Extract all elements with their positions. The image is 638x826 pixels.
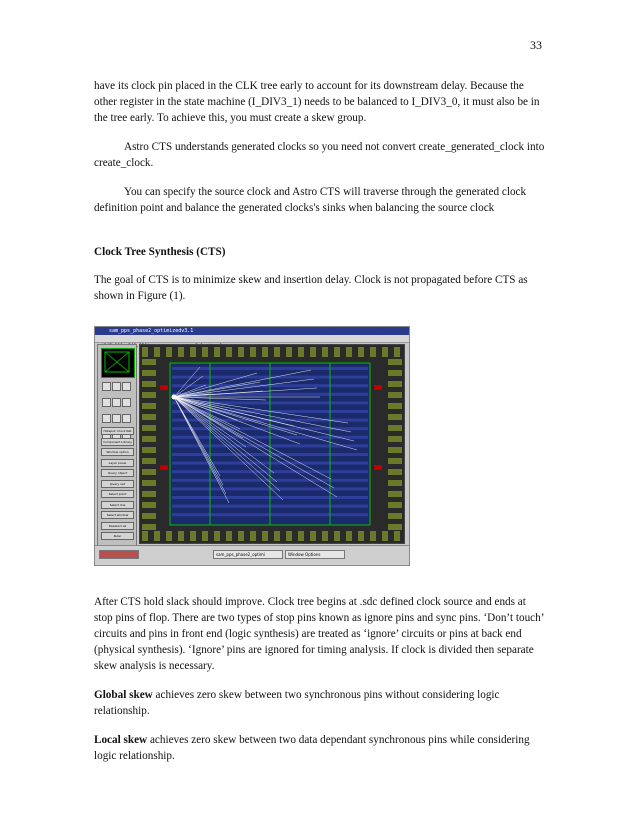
io-pad-bottom [202, 531, 208, 541]
zoom-in-icon[interactable] [102, 382, 111, 391]
chip-layout-graphic [140, 345, 404, 543]
tool-button-hotspot-clock-net[interactable]: Hotspot: Clock Net [101, 427, 134, 435]
term-global-skew: Global skew [94, 689, 153, 701]
io-pad-bottom [238, 531, 244, 541]
taskbar-item-options[interactable]: Window Options [285, 550, 345, 559]
io-pad-left [142, 414, 156, 420]
io-pad-top [358, 347, 364, 357]
tool-button-component-library[interactable]: Component Library [101, 438, 134, 446]
io-pad-top [238, 347, 244, 357]
window-title: sam_pps_phase2_optimizedv3.1 [109, 328, 194, 334]
io-pad-top [346, 347, 352, 357]
arrow-down-icon[interactable] [112, 414, 121, 423]
refresh-icon[interactable] [122, 414, 131, 423]
io-pad-top [154, 347, 160, 357]
io-pad-right [388, 392, 402, 398]
io-pad-left [142, 524, 156, 530]
arrow-left-icon[interactable] [102, 398, 111, 407]
tool-button-deselect-all[interactable]: Deselect all [101, 522, 134, 530]
io-pad-top [190, 347, 196, 357]
io-pad-top [250, 347, 256, 357]
taskbar-logo [99, 550, 139, 559]
figure-cts-screenshot [94, 326, 410, 566]
clock-source-point [172, 395, 177, 400]
io-pad-right [388, 359, 402, 365]
tool-button-select-window[interactable]: Select window [101, 511, 134, 519]
layout-canvas[interactable] [139, 344, 405, 544]
io-pad-top [298, 347, 304, 357]
io-pad-left [142, 436, 156, 442]
io-pad-left [142, 425, 156, 431]
astro-window-screenshot [94, 326, 410, 566]
tool-button-select-point[interactable]: Select point [101, 490, 134, 498]
io-pad-top [322, 347, 328, 357]
io-pad-left [142, 491, 156, 497]
tool-button-ruler[interactable]: Ruler [101, 532, 134, 540]
io-pad-bottom [346, 531, 352, 541]
io-pad-bottom [358, 531, 364, 541]
tool-button-layer-panel[interactable]: Layer panel [101, 459, 134, 467]
layout-minimap [101, 348, 135, 378]
taskbar-item-main[interactable]: sam_pps_phase2_optimi [213, 550, 283, 559]
io-pad-top [394, 347, 400, 357]
definition-global-skew: achieves zero skew between two synchronous pins without considering logic relationship. [94, 689, 500, 717]
tool-panel [97, 344, 137, 546]
io-pad-right [388, 480, 402, 486]
section-heading-cts: Clock Tree Synthesis (CTS) [94, 246, 226, 258]
macro-block [374, 385, 382, 390]
io-pad-bottom [310, 531, 316, 541]
io-pad-top [274, 347, 280, 357]
document-body [94, 78, 546, 777]
tool-button-window-option[interactable]: Window option [101, 448, 134, 456]
io-pad-bottom [226, 531, 232, 541]
pan-icon[interactable] [122, 382, 131, 391]
io-pad-left [142, 458, 156, 464]
io-pad-right [388, 502, 402, 508]
io-pad-bottom [274, 531, 280, 541]
term-local-skew: Local skew [94, 734, 148, 746]
io-pad-bottom [154, 531, 160, 541]
io-pad-bottom [322, 531, 328, 541]
paragraph-source-clock: You can specify the source clock and Astro CTS will traverse through the generated clock definition point and balance the generated clocks's sinks when balancing the source clock [94, 186, 527, 214]
io-pad-top [166, 347, 172, 357]
io-pad-right [388, 491, 402, 497]
io-pad-right [388, 469, 402, 475]
tool-button-select-line[interactable]: Select line [101, 501, 134, 509]
io-pad-top [382, 347, 388, 357]
paragraph-local-skew [94, 732, 546, 764]
io-pad-top [214, 347, 220, 357]
io-pad-right [388, 414, 402, 420]
paragraph-stop-pins: After CTS hold slack should improve. Clock tree begins at .sdc defined clock source and ends at stop pins of flop. There are two types of stop pins known as ignore pins and sync pins. ‘Don’t touch’ circuits and pins in front end (logic synthesis) are treated as ‘ignore’ circuits or pins at back end (physical synthesis). ‘Ignore’ pins are ignored for timing analysis. If clock is divided then separate skew analysis is necessary. [94, 596, 544, 672]
io-pad-left [142, 403, 156, 409]
io-pad-left [142, 381, 156, 387]
arrow-up-icon[interactable] [102, 414, 111, 423]
io-pad-left [142, 392, 156, 398]
arrow-right-icon[interactable] [112, 398, 121, 407]
io-pad-right [388, 524, 402, 530]
io-pad-top [178, 347, 184, 357]
io-pad-top [142, 347, 148, 357]
io-pad-left [142, 370, 156, 376]
io-pad-right [388, 403, 402, 409]
io-pad-bottom [382, 531, 388, 541]
paragraph-skew-group: have its clock pin placed in the CLK tree early to account for its downstream delay. Because the other register in the state machine (I_DIV3_1) needs to be balanced to I_DIV3_0, it must also be in the tree early. To achieve this, you must create a skew group. [94, 80, 540, 124]
tool-button-query-net[interactable]: Query net [101, 480, 134, 488]
page-number: 33 [530, 38, 542, 52]
io-pad-bottom [262, 531, 268, 541]
fit-icon[interactable] [122, 398, 131, 407]
io-pad-bottom [178, 531, 184, 541]
io-pad-left [142, 359, 156, 365]
macro-block [374, 465, 382, 470]
minimap-graphic [102, 349, 132, 375]
io-pad-right [388, 458, 402, 464]
window-menubar [95, 335, 409, 343]
io-pad-left [142, 469, 156, 475]
io-pad-right [388, 447, 402, 453]
io-pad-right [388, 381, 402, 387]
io-pad-right [388, 513, 402, 519]
paragraph-global-skew [94, 687, 546, 719]
io-pad-bottom [298, 531, 304, 541]
io-pad-bottom [250, 531, 256, 541]
io-pad-top [286, 347, 292, 357]
io-pad-left [142, 502, 156, 508]
io-pad-top [262, 347, 268, 357]
io-pad-bottom [166, 531, 172, 541]
paragraph-cts-goal: The goal of CTS is to minimize skew and insertion delay. Clock is not propagated before CTS as shown in Figure (1). [94, 274, 528, 302]
zoom-out-icon[interactable] [112, 382, 121, 391]
io-pad-top [226, 347, 232, 357]
io-pad-left [142, 480, 156, 486]
macro-block [160, 385, 168, 390]
io-pad-bottom [190, 531, 196, 541]
io-pad-top [310, 347, 316, 357]
io-pad-bottom [214, 531, 220, 541]
after-figure-text [94, 594, 546, 764]
io-pad-top [202, 347, 208, 357]
io-pad-left [142, 513, 156, 519]
io-pad-bottom [334, 531, 340, 541]
io-pad-right [388, 425, 402, 431]
io-pad-bottom [370, 531, 376, 541]
tool-button-query-object[interactable]: Query object [101, 469, 134, 477]
io-pad-right [388, 436, 402, 442]
io-pad-top [370, 347, 376, 357]
io-pad-bottom [142, 531, 148, 541]
definition-local-skew: achieves zero skew between two data dependant synchronous pins while considering logic relationship. [94, 734, 530, 762]
paragraph-generated-clocks: Astro CTS understands generated clocks so you need not convert create_generated_clock into create_clock. [94, 141, 545, 169]
io-pad-right [388, 370, 402, 376]
io-pad-bottom [286, 531, 292, 541]
taskbar [95, 545, 409, 565]
macro-block [160, 465, 168, 470]
io-pad-top [334, 347, 340, 357]
window-titlebar [95, 327, 409, 335]
io-pad-left [142, 447, 156, 453]
io-pad-bottom [394, 531, 400, 541]
